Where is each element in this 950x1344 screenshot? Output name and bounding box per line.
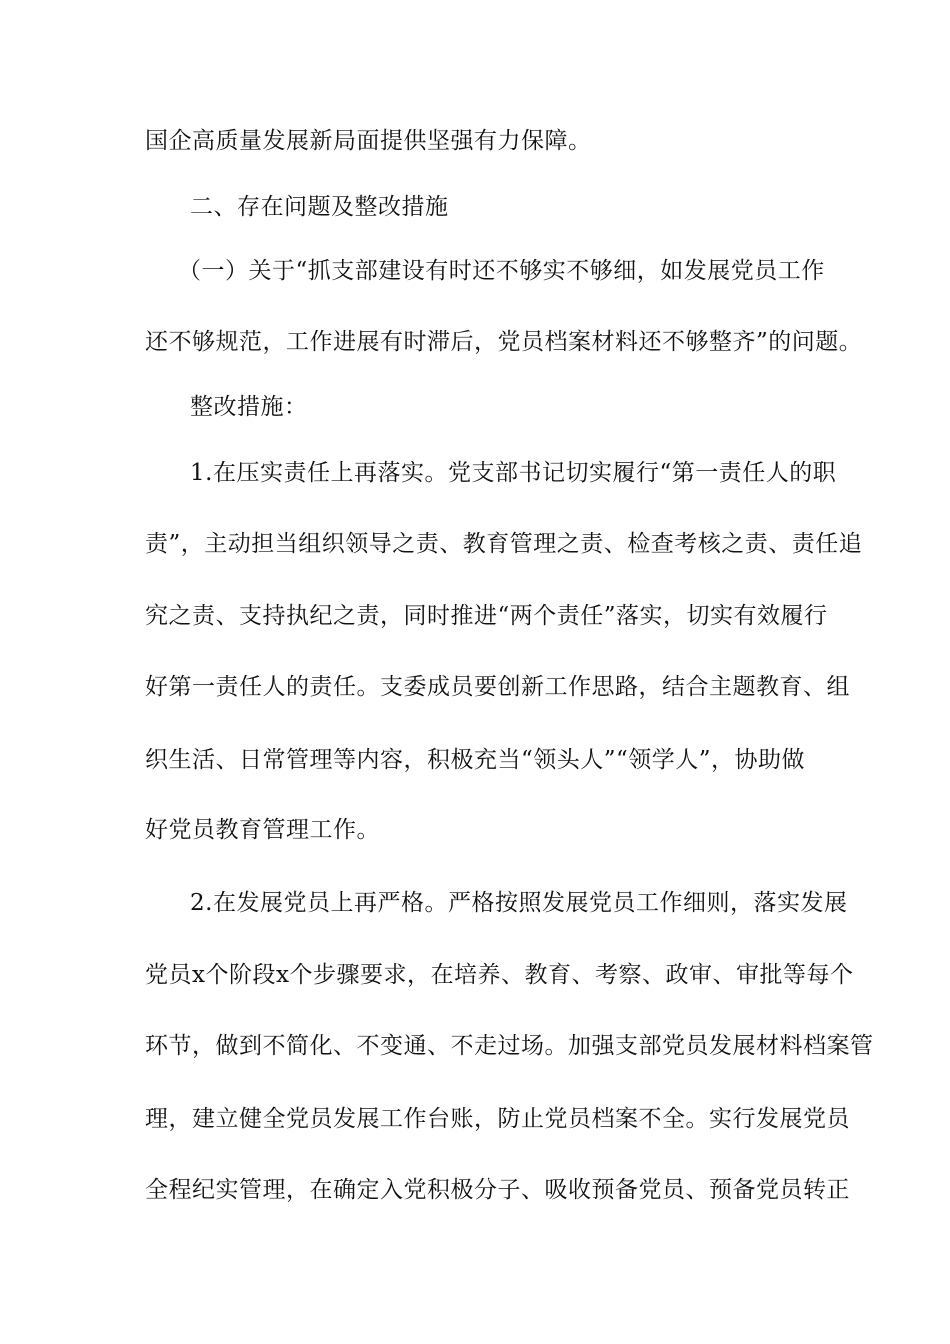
text-line: 国企高质量发展新局面提供坚强有力保障。 bbox=[145, 128, 592, 154]
text-line: 究之责、支持执纪之责，同时推进“两个责任”落实，切实有效履行 bbox=[145, 603, 828, 629]
text-line: 1.在压实责任上再落实。党支部书记切实履行“第一责任人的职 bbox=[190, 460, 837, 486]
text-line: 责”，主动担当组织领导之责、教育管理之责、检查考核之责、责任追 bbox=[145, 531, 863, 557]
text-line: 党员x个阶段x个步骤要求，在培养、教育、考察、政审、审批等每个 bbox=[145, 962, 854, 988]
text-line: 好党员教育管理工作。 bbox=[145, 817, 380, 843]
text-line: 好第一责任人的责任。支委成员要创新工作思路，结合主题教育、组 bbox=[145, 674, 850, 700]
text-line: 全程纪实管理，在确定入党积极分子、吸收预备党员、预备党员转正 bbox=[145, 1177, 850, 1203]
measures-heading: 整改措施： bbox=[190, 394, 308, 420]
subsection-heading: （一）关于“抓支部建设有时还不够实不够细，如发展党员工作 bbox=[178, 258, 825, 284]
text-line: 还不够规范，工作进展有时滞后，党员档案材料还不够整齐”的问题。 bbox=[145, 329, 863, 355]
text-line: 理，建立健全党员发展工作台账，防止党员档案不全。实行发展党员 bbox=[145, 1106, 850, 1132]
text-line: 环节，做到不简化、不变通、不走过场。加强支部党员发展材料档案管 bbox=[145, 1033, 874, 1059]
text-line: 2.在发展党员上再严格。严格按照发展党员工作细则，落实发展 bbox=[190, 890, 848, 916]
text-line: 织生活、日常管理等内容，积极充当“领头人”“领学人”，协助做 bbox=[145, 747, 806, 773]
section-heading: 二、存在问题及整改措施 bbox=[190, 194, 449, 220]
